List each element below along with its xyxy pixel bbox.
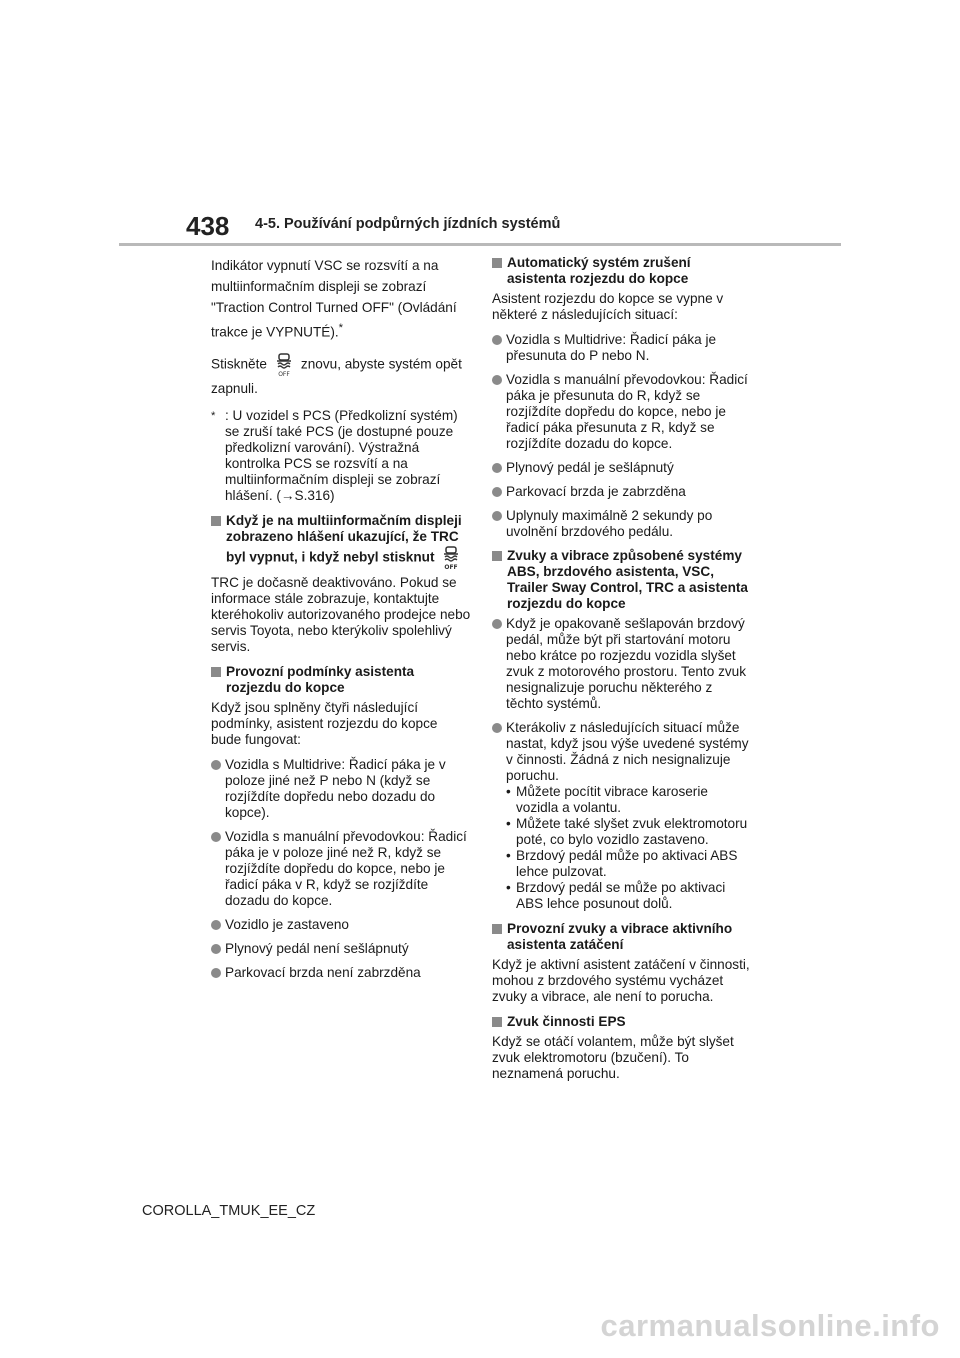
sub-bullet-marker: •: [506, 848, 511, 863]
paragraph-press-again: [211, 352, 471, 399]
section-heading-sounds-vibrations: [492, 548, 752, 612]
sub-list-item: [492, 848, 752, 880]
section-body: Když jsou splněny čtyři následující podmínky, asistent rozjezdu do kopce bude fungovat:: [211, 699, 438, 747]
list-item: Vozidla s manuální převodovkou: Řadicí páka je přesunuta do R, když se rozjíždíte dopředu do kopce, nebo je řadicí páka přesunuta z R, když se rozjíždíte dozadu do kopce.: [492, 372, 752, 452]
right-column: [492, 255, 752, 1091]
section-heading-eps-sound: [492, 1014, 752, 1030]
list-item: Uplynuly maximálně 2 sekundy po uvolnění brzdového pedálu.: [492, 508, 752, 540]
icon-off-label: OFF: [278, 370, 290, 378]
watermark: carmanualsonline.info: [600, 1308, 940, 1343]
header-divider: [119, 243, 841, 246]
section-heading-text: Když je na multiinformačním displeji zobrazeno hlášení ukazující, že TRC byl vypnut, i když nebyl stisknut: [226, 512, 462, 565]
sub-list-text: Můžete také slyšet zvuk elektromotoru poté, co bylo vozidlo zastaveno.: [516, 816, 748, 847]
section-heading-auto-cancel: [492, 255, 752, 287]
list-item: Vozidla s Multidrive: Řadicí páka je přesunuta do P nebo N.: [492, 332, 752, 364]
page-header: [0, 0, 960, 250]
page-number: 438: [186, 211, 230, 241]
section-body: Když je aktivní asistent zatáčení v činnosti, mohou z brzdového systému vycházet zvuky a vibrace, ale není to porucha.: [492, 957, 750, 1004]
footnote-text: : U vozidel s PCS (Předkolizní systém) se zruší také PCS (je dostupné pouze předkolizní varování). Výstražná kontrolka PCS se rozsvítí a na multiinformačním displeji se zobrazí hlášení. (→S.316): [225, 407, 458, 503]
sub-bullet-marker: •: [506, 784, 511, 799]
list-item: Vozidla s manuální převodovkou: Řadicí páka je v poloze jiné než R, když se rozjíždíte dopředu do kopce, nebo je řadicí páka v R, když se rozjíždíte dozadu do kopce.: [211, 829, 471, 909]
sub-bullet-marker: •: [506, 816, 511, 831]
paragraph-text: Stiskněte: [211, 356, 267, 372]
footnote: [211, 408, 471, 504]
section-heading-text: Automatický systém zrušení asistenta rozjezdu do kopce: [507, 255, 691, 286]
section-body: Asistent rozjezdu do kopce se vypne v některé z následujících situací:: [492, 291, 724, 322]
section-heading-text: Provozní zvuky a vibrace aktivního asistenta zatáčení: [507, 921, 733, 952]
vsc-off-icon: [273, 352, 295, 378]
footnote-ref: *: [338, 322, 344, 334]
paragraph-text: znovu, abyste systém opět zapnuli.: [211, 356, 462, 396]
sub-list-item: [492, 880, 752, 912]
paragraph-vsc-indicator: [211, 255, 471, 343]
paragraph-text: Indikátor vypnutí VSC se rozsvítí a na multiinformačním displeji se zobrazí "Traction Control Turned OFF" (Ovládání trakce je VYPNUTÉ).: [211, 258, 457, 340]
sub-list-item: [492, 784, 752, 816]
list-item: Plynový pedál není sešlápnutý: [211, 941, 471, 957]
list-item: Když je opakovaně sešlapován brzdový pedál, může být při startování motoru nebo krátce po rozjezdu vozidla slyšet zvuk z motorového prostoru. Tento zvuk nesignalizuje poruchu některého z těchto systémů.: [492, 616, 752, 712]
left-column: [211, 255, 471, 989]
sub-list-item: [492, 816, 752, 848]
list-item: Plynový pedál je sešlápnutý: [492, 460, 752, 476]
section-heading-text: Provozní podmínky asistenta rozjezdu do kopce: [226, 663, 415, 695]
sub-list-text: Můžete pocítit vibrace karoserie vozidla a volantu.: [516, 784, 708, 815]
section-body: TRC je dočasně deaktivováno. Pokud se informace stále zobrazuje, kontaktujte kteréhokoliv autorizovaného prodejce nebo servis Toyota, nebo kterýkoliv spolehlivý servis.: [211, 574, 471, 654]
section-heading-hill-start-conditions: [211, 664, 471, 696]
section-heading-steering-assist: [492, 921, 752, 953]
sub-bullet-marker: •: [506, 880, 511, 895]
section-title: 4-5. Používání podpůrných jízdních systémů: [255, 216, 561, 232]
list-item: Parkovací brzda není zabrzděna: [211, 965, 471, 981]
document-code: COROLLA_TMUK_EE_CZ: [142, 1203, 316, 1219]
section-heading-text: Zvuk činnosti EPS: [507, 1014, 626, 1029]
list-item: Vozidlo je zastaveno: [211, 917, 471, 933]
list-item: Vozidla s Multidrive: Řadicí páka je v poloze jiné než P nebo N (když se rozjíždíte dopředu nebo dozadu do kopce).: [211, 757, 471, 821]
sub-list-text: Brzdový pedál může po aktivaci ABS lehce pulzovat.: [516, 848, 738, 879]
section-heading-trc-message: [211, 513, 471, 571]
footnote-mark: *: [211, 409, 216, 422]
section-body: Když se otáčí volantem, může být slyšet zvuk elektromotoru (bzučení). To neznamená poruchu.: [492, 1034, 734, 1081]
list-item: Parkovací brzda je zabrzděna: [492, 484, 752, 500]
icon-off-label: OFF: [444, 563, 459, 571]
section-heading-text: Zvuky a vibrace způsobené systémy ABS, brzdového asistenta, VSC, Trailer Sway Control, TRC a asistenta rozjezdu do kopce: [507, 548, 748, 611]
list-item: Kterákoliv z následujících situací může nastat, když jsou výše uvedené systémy v činnosti. Žádná z nich nesignalizuje poruchu.: [492, 720, 752, 784]
vsc-off-icon: [440, 545, 462, 571]
sub-list-text: Brzdový pedál se může po aktivaci ABS lehce posunout dolů.: [516, 880, 726, 911]
